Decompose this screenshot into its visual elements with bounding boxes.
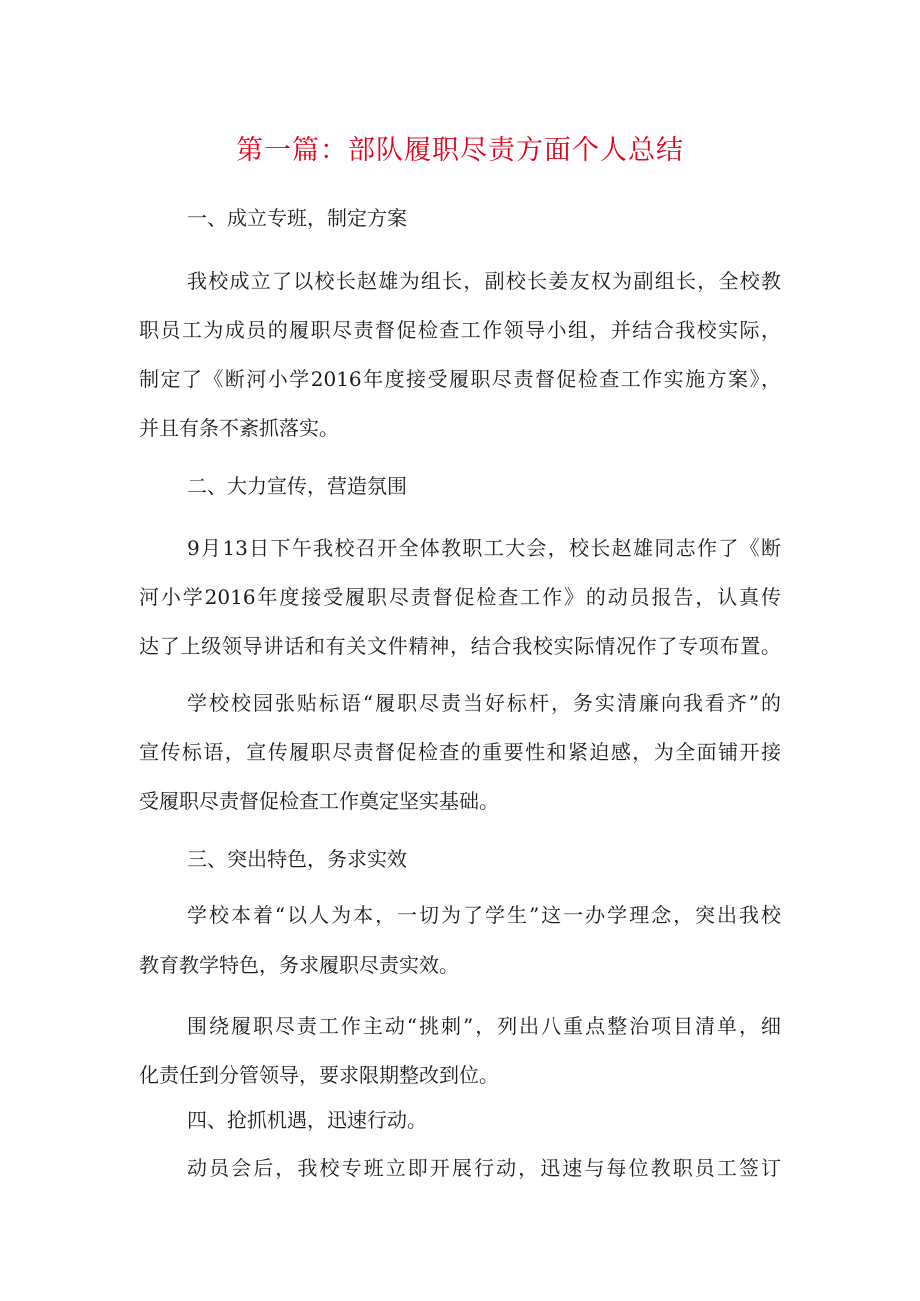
paragraph-4-line-2: 教育教学特色，务求履职尽责实效。 <box>139 953 459 977</box>
paragraph-6-line-1: 动员会后，我校专班立即开展行动，迅速与每位教职员工签订 <box>187 1156 781 1180</box>
paragraph-1-line-1: 我校成立了以校长赵雄为组长，副校长姜友权为副组长，全校教 <box>187 269 781 293</box>
paragraph-2-line-1: 9月13日下午我校召开全体教职工大会，校长赵雄同志作了《断 <box>187 536 781 560</box>
paragraph-2-line-3: 达了上级领导讲话和有关文件精神，结合我校实际情况作了专项布置。 <box>139 634 781 658</box>
paragraph-1-line-3: 制定了《断河小学2016年度接受履职尽责督促检查工作实施方案》， <box>139 367 781 391</box>
paragraph-1-line-4: 并且有条不紊抓落实。 <box>139 416 339 440</box>
document-title: 第一篇：部队履职尽责方面个人总结 <box>236 135 684 166</box>
paragraph-1-line-2: 职员工为成员的履职尽责督促检查工作领导小组，并结合我校实际， <box>139 318 781 342</box>
paragraph-5-line-1: 围绕履职尽责工作主动“挑刺”，列出八重点整治项目清单，细 <box>187 1014 781 1038</box>
paragraph-4-line-1: 学校本着“以人为本，一切为了学生”这一办学理念，突出我校 <box>187 903 781 927</box>
paragraph-3-line-3: 受履职尽责督促检查工作奠定坚实基础。 <box>139 789 499 813</box>
section-heading-3: 三、突出特色，务求实效 <box>187 847 407 871</box>
section-heading-4: 四、抢抓机遇，迅速行动。 <box>187 1108 427 1132</box>
paragraph-3-line-2: 宣传标语，宣传履职尽责督促检查的重要性和紧迫感，为全面铺开接 <box>139 740 781 764</box>
paragraph-3-line-1: 学校校园张贴标语“履职尽责当好标杆，务实清廉向我看齐”的 <box>187 691 781 715</box>
section-heading-2: 二、大力宣传，营造氛围 <box>187 474 407 498</box>
paragraph-2-line-2: 河小学2016年度接受履职尽责督促检查工作》的动员报告，认真传 <box>139 585 781 609</box>
section-heading-1: 一、成立专班，制定方案 <box>187 206 407 230</box>
paragraph-5-line-2: 化责任到分管领导，要求限期整改到位。 <box>139 1063 499 1087</box>
